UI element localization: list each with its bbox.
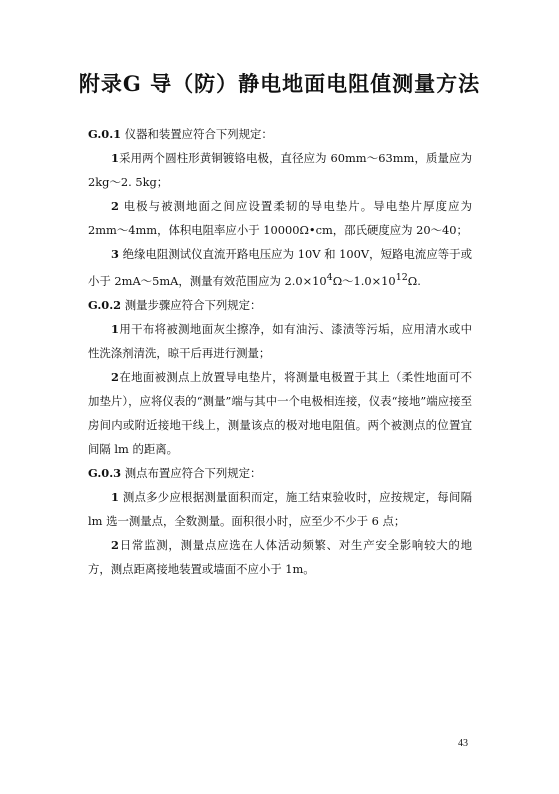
list-item bbox=[88, 533, 472, 581]
item-number: 2 bbox=[111, 199, 119, 213]
item-text: 测点多少应根据测量面积而定，施工结束验收时，应按规定，每间隔 lm 选一测量点，全数测量。面积很小时，应至少不少于 6 点； bbox=[88, 489, 472, 528]
item-number: 1 bbox=[111, 489, 119, 504]
section-heading bbox=[88, 122, 472, 146]
item-text: 在地面被测点上放置导电垫片，将测量电极置于其上（柔性地面可不加垫片），应将仪表的“测量”端与其中一个电极相连接，仪表“接地”端应接至房间内或附近接地干线上，测量该点的极对地电阻值。两个被测点的位置宜间隔 lm 的距离。 bbox=[88, 369, 472, 456]
section-heading bbox=[88, 461, 472, 485]
list-item bbox=[88, 485, 472, 533]
item-number: 2 bbox=[111, 537, 119, 552]
item-number: 2 bbox=[111, 369, 119, 384]
page-title: 附录G 导（防）静电地面电阻值测量方法 bbox=[78, 71, 481, 96]
item-text: 绝缘电阻测试仪直流开路电压应为 10V 和 100V，短路电流应等于或小于 2mA～5mA，测量有效范围应为 2.0×10 bbox=[88, 247, 472, 288]
section-intro: 仪器和装置应符合下列规定： bbox=[121, 127, 273, 141]
section-intro: 测量步骤应符合下列规定： bbox=[121, 297, 262, 312]
item-text: 采用两个圆柱形黄铜镀铬电极，直径应为 60mm～63mm，质量应为 2kg～2. 5kg； bbox=[88, 151, 472, 189]
list-item bbox=[88, 194, 472, 242]
item-text: 电极与被测地面之间应设置柔韧的导电垫片。导电垫片厚度应为 2mm～4mm，体积电阻率应小于 10000Ω•cm，邵氏硬度应为 20～40； bbox=[88, 199, 472, 237]
section-heading bbox=[88, 293, 472, 317]
item-text: 日常监测，测量点应选在人体活动频繁、对生产安全影响较大的地方，测点距离接地装置或墙面不应小于 1m。 bbox=[88, 537, 472, 576]
item-number: 1 bbox=[111, 321, 119, 336]
list-item bbox=[88, 242, 472, 293]
page-number: 43 bbox=[458, 738, 468, 749]
item-number: 1 bbox=[111, 151, 119, 165]
list-item bbox=[88, 317, 472, 365]
list-item bbox=[88, 365, 472, 461]
item-text: Ω. bbox=[407, 273, 421, 288]
item-text: Ω～1.0×10 bbox=[332, 273, 396, 288]
section-code: G.0.2 bbox=[88, 297, 122, 312]
item-number: 3 bbox=[111, 247, 119, 261]
exponent: 4 bbox=[326, 272, 333, 283]
list-item bbox=[88, 146, 472, 194]
document-body bbox=[88, 122, 472, 581]
item-text: 用干布将被测地面灰尘擦净，如有油污、漆渍等污垢，应用清水或中性洗涤剂清洗，晾干后再进行测量； bbox=[88, 321, 472, 360]
section-code: G.0.1 bbox=[88, 127, 122, 141]
exponent: 12 bbox=[395, 272, 408, 283]
section-intro: 测点布置应符合下列规定： bbox=[121, 465, 262, 480]
section-code: G.0.3 bbox=[88, 465, 122, 480]
